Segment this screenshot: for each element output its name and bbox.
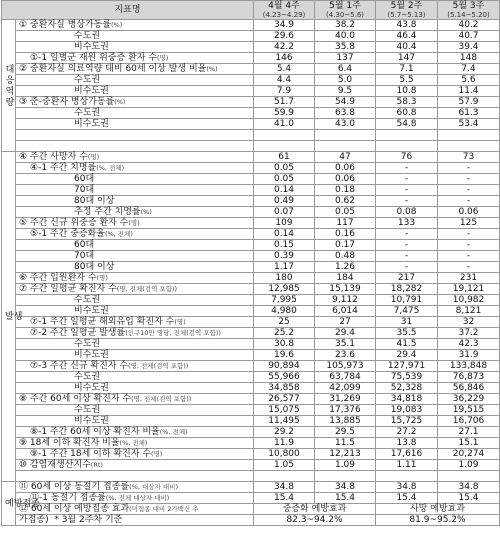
row-label: 비수도권 xyxy=(16,86,254,97)
row-label: ③ 준-중환자 병상가동률(%) xyxy=(16,97,254,108)
cell-value: 36,229 xyxy=(438,394,500,405)
cell-value: 34.9 xyxy=(254,20,315,31)
cell-value: 34.8 xyxy=(376,482,438,493)
cell-value xyxy=(315,141,376,152)
cell-value: 63.8 xyxy=(315,108,376,119)
header-week-3: 5월 2주 (5.7~5.13) xyxy=(376,1,438,20)
cell-value: 27.1 xyxy=(438,427,500,438)
cell-value: - xyxy=(438,229,500,240)
cell-value: 34.8 xyxy=(315,482,376,493)
cell-value: 15,725 xyxy=(376,416,438,427)
table-row xyxy=(2,504,500,515)
cell-value: 52,328 xyxy=(376,383,438,394)
cell-value: 73 xyxy=(438,152,500,163)
cell-value: 39.4 xyxy=(438,42,500,53)
cell-value: 5.5 xyxy=(376,75,438,86)
indicator-table xyxy=(1,0,500,526)
table-row xyxy=(2,471,500,482)
row-label: 비수도권 xyxy=(16,42,254,53)
table-row xyxy=(2,130,500,141)
cell-value: 6,014 xyxy=(315,306,376,317)
cell-value: 29.5 xyxy=(315,427,376,438)
group-label-occurrence: 발생 xyxy=(2,152,16,482)
table-row xyxy=(2,482,500,493)
cell-value: 34.8 xyxy=(438,482,500,493)
cell-value: 42,099 xyxy=(315,383,376,394)
cell-value: 40.0 xyxy=(315,31,376,42)
cell-value: 35.8 xyxy=(315,42,376,53)
table-row xyxy=(2,141,500,152)
row-label: ④-1 주간 치명률(%, 전체) xyxy=(16,163,254,174)
table-row xyxy=(2,53,500,64)
table-row xyxy=(2,174,500,185)
cell-value: 5.0 xyxy=(315,75,376,86)
table-row xyxy=(2,493,500,504)
cell-value: 4,980 xyxy=(254,306,315,317)
cell-value: 54.8 xyxy=(376,119,438,130)
cell-value: 7.1 xyxy=(376,64,438,75)
cell-value: 25 xyxy=(254,317,315,328)
table-row xyxy=(2,339,500,350)
cell-value: 61 xyxy=(254,152,315,163)
row-label: 70대 xyxy=(16,251,254,262)
table-row xyxy=(2,240,500,251)
cell-value: 19,121 xyxy=(438,284,500,295)
cell-value: 109 xyxy=(254,218,315,229)
cell-value: 12,985 xyxy=(254,284,315,295)
row-label: ⑧ 주간 60세 이상 확진자 수(명, 전체(검역 포함)) xyxy=(16,394,254,405)
table-row xyxy=(2,427,500,438)
table-row xyxy=(2,251,500,262)
cell-value: 0.05 xyxy=(315,207,376,218)
cell-value: 38.2 xyxy=(315,20,376,31)
row-label: ⑪-1 동절기 접종률(%, 전체 대상자 대비) xyxy=(16,493,254,504)
cell-value: 40.2 xyxy=(438,20,500,31)
cell-value: 41.0 xyxy=(254,119,315,130)
cell-value: 0.15 xyxy=(254,240,315,251)
severe-prevention-value: 82.3~94.2% xyxy=(254,515,376,526)
row-label: ② 중환자실 의료역량 대비 60세 이상 발생 비율(%) xyxy=(16,64,254,75)
cell-value: - xyxy=(376,163,438,174)
cell-value: 29.4 xyxy=(315,328,376,339)
row-label: ⑪ 60세 이상 동절기 접종률(%, 대상자 대비) xyxy=(16,482,254,493)
row-label: 70대 xyxy=(16,185,254,196)
cell-value: 19,083 xyxy=(376,405,438,416)
row-label: 비수도권 xyxy=(16,119,254,130)
table-row xyxy=(2,295,500,306)
table-row xyxy=(2,284,500,295)
row-label: ⑤ 주간 신규 위중증 환자 수(명) xyxy=(16,218,254,229)
cell-value: 0.14 xyxy=(254,229,315,240)
cell-value: - xyxy=(438,262,500,273)
row-label: 수도권 xyxy=(16,75,254,86)
cell-value: 7,995 xyxy=(254,295,315,306)
cell-value: 0.14 xyxy=(254,185,315,196)
row-label: ①-1 일별군 재원 위중증 환자 수(명) xyxy=(16,53,254,64)
cell-value: 29.6 xyxy=(254,31,315,42)
cell-value: 59.9 xyxy=(254,108,315,119)
cell-value: 4.4 xyxy=(254,75,315,86)
cell-value: 11,495 xyxy=(254,416,315,427)
cell-value: 53.4 xyxy=(438,119,500,130)
cell-value: 25.2 xyxy=(254,328,315,339)
cell-value: 47 xyxy=(315,152,376,163)
cell-value: 133 xyxy=(376,218,438,229)
cell-value: - xyxy=(376,251,438,262)
cell-value: 31.9 xyxy=(438,350,500,361)
table-row xyxy=(2,108,500,119)
cell-value: 58.3 xyxy=(376,97,438,108)
cell-value: 0.07 xyxy=(254,207,315,218)
table-row xyxy=(2,515,500,526)
cell-value: 32 xyxy=(438,317,500,328)
cell-value: 76,873 xyxy=(438,372,500,383)
cell-value: - xyxy=(438,240,500,251)
cell-value: 7.4 xyxy=(438,64,500,75)
cell-value: 7,475 xyxy=(376,306,438,317)
cell-value: - xyxy=(376,174,438,185)
cell-value: 0.08 xyxy=(376,207,438,218)
cell-value: 42.2 xyxy=(254,42,315,53)
table-row xyxy=(2,328,500,339)
cell-value: 57.9 xyxy=(438,97,500,108)
cell-value: 9.5 xyxy=(315,86,376,97)
cell-value: 10,791 xyxy=(376,295,438,306)
cell-value: 12,213 xyxy=(315,449,376,460)
cell-value: 63,784 xyxy=(315,372,376,383)
cell-value: 1.09 xyxy=(438,460,500,471)
cell-value: 6.4 xyxy=(315,64,376,75)
table-row xyxy=(2,185,500,196)
row-label: 수도권 xyxy=(16,108,254,119)
cell-value: 17,616 xyxy=(376,449,438,460)
cell-value: 180 xyxy=(254,273,315,284)
table-row xyxy=(2,460,500,471)
table-row xyxy=(2,218,500,229)
cell-value: 27.2 xyxy=(376,427,438,438)
cell-value: 15.1 xyxy=(438,438,500,449)
cell-value xyxy=(376,130,438,141)
row-label: ⑧-1 주간 60세 이상 확진자 비율(%, 전체) xyxy=(16,427,254,438)
cell-value: 10.8 xyxy=(376,86,438,97)
cell-value: 41.5 xyxy=(376,339,438,350)
row-label: 비수도권 xyxy=(16,383,254,394)
cell-value: 19,515 xyxy=(438,405,500,416)
cell-value: 31 xyxy=(376,317,438,328)
row-label: 수도권 xyxy=(16,372,254,383)
cell-value: 11.5 xyxy=(315,438,376,449)
row-label: ⑫ 60세 이상 예방접종 효과(미접종 대비 2가백신 추 xyxy=(16,504,254,515)
table-row xyxy=(2,20,500,31)
row-label: 수도권 xyxy=(16,295,254,306)
row-label: 수도권 xyxy=(16,405,254,416)
row-label: 60대 xyxy=(16,240,254,251)
row-label: ⑩ 감염재생산지수(Rt) xyxy=(16,460,254,471)
table-row xyxy=(2,163,500,174)
table-row xyxy=(2,449,500,460)
cell-value xyxy=(254,141,315,152)
cell-value: 15.4 xyxy=(254,493,315,504)
death-prevention-value: 81.9~95.2% xyxy=(376,515,500,526)
cell-value: - xyxy=(376,229,438,240)
cell-value: 0.18 xyxy=(315,185,376,196)
cell-value: 10,800 xyxy=(254,449,315,460)
row-label: 추정 주간 치명률(%) xyxy=(16,207,254,218)
group-label-vaccination: 예방접종 xyxy=(2,482,16,526)
cell-value xyxy=(438,130,500,141)
death-prevention-label: 사망 예방효과 xyxy=(376,504,500,515)
row-label: ④ 주간 사망자 수(명) xyxy=(16,152,254,163)
severe-prevention-label: 중증화 예방효과 xyxy=(254,504,376,515)
cell-value: 1.05 xyxy=(254,460,315,471)
vaccination-section xyxy=(2,482,500,526)
cell-value: 29.2 xyxy=(254,427,315,438)
cell-value: 1.11 xyxy=(376,460,438,471)
table-row xyxy=(2,383,500,394)
table-row xyxy=(2,97,500,108)
table-row xyxy=(2,152,500,163)
cell-value: 105,973 xyxy=(315,361,376,372)
table-row xyxy=(2,42,500,53)
cell-value xyxy=(376,141,438,152)
row-label: ⑦-3 주간 신규 확진자 수(명, 전체(검역 포함)) xyxy=(16,361,254,372)
table-row xyxy=(2,405,500,416)
cell-value: 0.49 xyxy=(254,196,315,207)
cell-value: 90,894 xyxy=(254,361,315,372)
cell-value: 117 xyxy=(315,218,376,229)
cell-value: 15,075 xyxy=(254,405,315,416)
cell-value xyxy=(438,141,500,152)
cell-value: 17,376 xyxy=(315,405,376,416)
cell-value: 127,971 xyxy=(376,361,438,372)
cell-value: 147 xyxy=(376,53,438,64)
row-label: 가접종) * 3월 2주차 기준 xyxy=(16,515,254,526)
cell-value: 43.8 xyxy=(376,20,438,31)
row-label xyxy=(16,471,254,482)
cell-value: 125 xyxy=(438,218,500,229)
cell-value: 34,858 xyxy=(254,383,315,394)
cell-value: 23.6 xyxy=(315,350,376,361)
cell-value: 19.6 xyxy=(254,350,315,361)
cell-value xyxy=(315,471,376,482)
cell-value: 9,112 xyxy=(315,295,376,306)
table-row xyxy=(2,361,500,372)
header-indicator: 지표명 xyxy=(2,1,254,20)
table-row xyxy=(2,229,500,240)
cell-value: 42.3 xyxy=(438,339,500,350)
row-label: ⑦-2 주간 일평균 발생률(인구10만 명당, 전체(검역 포함)) xyxy=(16,328,254,339)
row-label: 비수도권 xyxy=(16,350,254,361)
table-row xyxy=(2,119,500,130)
cell-value: 0.06 xyxy=(315,174,376,185)
cell-value: 0.39 xyxy=(254,251,315,262)
cell-value: 76 xyxy=(376,152,438,163)
cell-value: 15.4 xyxy=(376,493,438,504)
cell-value: 35.5 xyxy=(376,328,438,339)
cell-value: 35.1 xyxy=(315,339,376,350)
cell-value: 55,966 xyxy=(254,372,315,383)
cell-value: 40.7 xyxy=(438,31,500,42)
cell-value: 11.4 xyxy=(438,86,500,97)
cell-value: 137 xyxy=(315,53,376,64)
cell-value: 148 xyxy=(438,53,500,64)
row-label: 80대 이상 xyxy=(16,262,254,273)
cell-value: - xyxy=(376,196,438,207)
cell-value xyxy=(438,471,500,482)
cell-value: - xyxy=(376,185,438,196)
cell-value: 0.05 xyxy=(254,174,315,185)
cell-value: 217 xyxy=(376,273,438,284)
cell-value: 51.7 xyxy=(254,97,315,108)
cell-value: 15.4 xyxy=(438,493,500,504)
cell-value: 34,818 xyxy=(376,394,438,405)
header-week-2: 5월 1주 (4.30~5.6) xyxy=(315,1,376,20)
cell-value: 0.16 xyxy=(315,229,376,240)
cell-value: - xyxy=(438,251,500,262)
table-body xyxy=(2,20,500,482)
cell-value: 231 xyxy=(438,273,500,284)
cell-value: 5.4 xyxy=(254,64,315,75)
cell-value xyxy=(254,130,315,141)
cell-value: 184 xyxy=(315,273,376,284)
table-row xyxy=(2,394,500,405)
row-label: ① 중환자실 병상가동률(%) xyxy=(16,20,254,31)
table-row xyxy=(2,372,500,383)
row-label: ⑨-1 주간 18세 이하 확진자 수(명) xyxy=(16,449,254,460)
table-row xyxy=(2,31,500,42)
row-label: ⑦-1 주간 일평균 해외유입 확진자 수(명) xyxy=(16,317,254,328)
header-week-1: 4월 4주 (4.23~4.29) xyxy=(254,1,315,20)
cell-value: 1.17 xyxy=(254,262,315,273)
cell-value: 40.4 xyxy=(376,42,438,53)
cell-value: 15.4 xyxy=(315,493,376,504)
row-label: 60대 xyxy=(16,174,254,185)
cell-value: 56,846 xyxy=(438,383,500,394)
cell-value: 46.4 xyxy=(376,31,438,42)
cell-value: 0.05 xyxy=(254,163,315,174)
cell-value: 61.3 xyxy=(438,108,500,119)
row-label: 80대 이상 xyxy=(16,196,254,207)
cell-value: 29.4 xyxy=(376,350,438,361)
cell-value: 43.0 xyxy=(315,119,376,130)
table-row xyxy=(2,317,500,328)
cell-value xyxy=(376,471,438,482)
row-label xyxy=(16,141,254,152)
cell-value: - xyxy=(438,185,500,196)
row-label: ⑨ 18세 이하 확진자 비율(%, 전체) xyxy=(16,438,254,449)
cell-value: - xyxy=(438,196,500,207)
cell-value: 7.9 xyxy=(254,86,315,97)
header-row xyxy=(2,1,500,20)
cell-value: - xyxy=(438,174,500,185)
cell-value: 10,982 xyxy=(438,295,500,306)
header-week-4: 5월 3주 (5.14~5.20) xyxy=(438,1,500,20)
table-row xyxy=(2,75,500,86)
table-row xyxy=(2,262,500,273)
table-row xyxy=(2,350,500,361)
table-row xyxy=(2,306,500,317)
row-label xyxy=(16,130,254,141)
cell-value: 133,848 xyxy=(438,361,500,372)
cell-value: 0.48 xyxy=(315,251,376,262)
table-row xyxy=(2,196,500,207)
cell-value xyxy=(254,471,315,482)
cell-value: 34.8 xyxy=(254,482,315,493)
table-row xyxy=(2,416,500,427)
cell-value: 13.8 xyxy=(376,438,438,449)
cell-value: 5.6 xyxy=(438,75,500,86)
table-row xyxy=(2,273,500,284)
cell-value: 0.62 xyxy=(315,196,376,207)
cell-value: 0.06 xyxy=(438,207,500,218)
cell-value: 75,539 xyxy=(376,372,438,383)
row-label: ⑤-1 주간 중증화율(%, 전체) xyxy=(16,229,254,240)
cell-value: - xyxy=(376,240,438,251)
cell-value: 0.06 xyxy=(315,163,376,174)
cell-value: 11.9 xyxy=(254,438,315,449)
cell-value: 8,121 xyxy=(438,306,500,317)
cell-value: 146 xyxy=(254,53,315,64)
table-row xyxy=(2,86,500,97)
cell-value: - xyxy=(376,262,438,273)
cell-value: 18,282 xyxy=(376,284,438,295)
cell-value: - xyxy=(438,163,500,174)
cell-value: 60.8 xyxy=(376,108,438,119)
cell-value: 1.26 xyxy=(315,262,376,273)
row-label: 수도권 xyxy=(16,31,254,42)
table-row xyxy=(2,207,500,218)
cell-value: 26,577 xyxy=(254,394,315,405)
cell-value: 30.8 xyxy=(254,339,315,350)
cell-value: 0.17 xyxy=(315,240,376,251)
cell-value xyxy=(315,130,376,141)
group-label-capacity: 대응역량 xyxy=(2,20,16,152)
cell-value: 1.09 xyxy=(315,460,376,471)
row-label: 비수도권 xyxy=(16,306,254,317)
row-label: 수도권 xyxy=(16,339,254,350)
cell-value: 15,139 xyxy=(315,284,376,295)
cell-value: 31,269 xyxy=(315,394,376,405)
cell-value: 20,274 xyxy=(438,449,500,460)
table-row xyxy=(2,64,500,75)
cell-value: 27 xyxy=(315,317,376,328)
row-label: ⑥ 주간 입원환자 수(명) xyxy=(16,273,254,284)
cell-value: 37.2 xyxy=(438,328,500,339)
cell-value: 16,706 xyxy=(438,416,500,427)
row-label: ⑦ 주간 일평균 확진자 수(명, 전체(검역 포함)) xyxy=(16,284,254,295)
row-label: 비수도권 xyxy=(16,416,254,427)
table-row xyxy=(2,438,500,449)
cell-value: 13,885 xyxy=(315,416,376,427)
cell-value: 54.9 xyxy=(315,97,376,108)
